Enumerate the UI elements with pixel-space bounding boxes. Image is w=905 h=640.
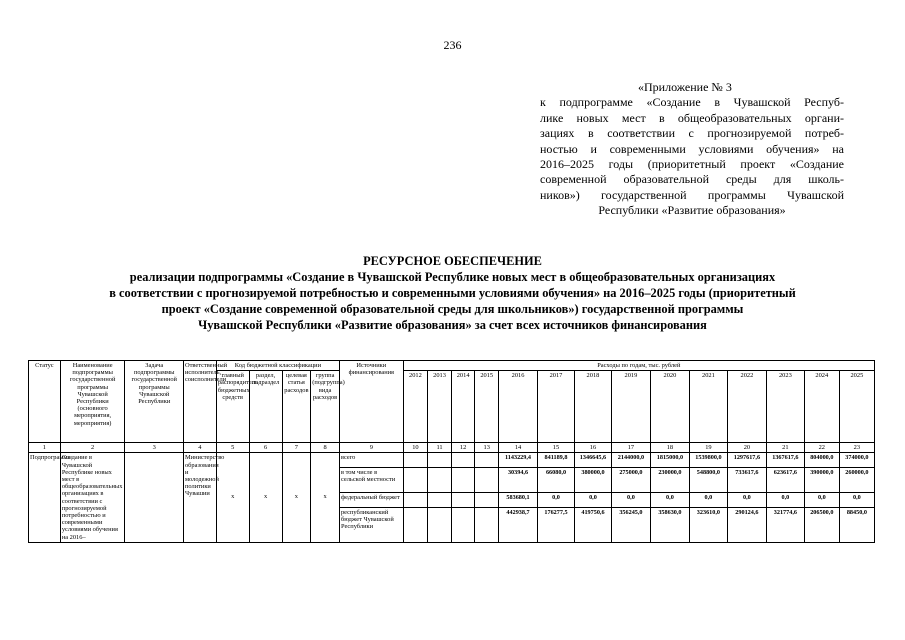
column-number: 3 [125,443,184,453]
value-cell [475,453,499,468]
header-expenses: Расходы по годам, тыс. рублей [403,361,874,371]
column-number: 11 [428,443,452,453]
appendix-line: ников») государственной программы Чувашской [540,187,844,202]
value-cell: 358630,0 [650,507,689,542]
column-number: 15 [538,443,575,453]
header-year: 2019 [611,371,650,443]
value-cell: 1539800,0 [689,453,727,468]
column-number-row [29,443,875,453]
table-row [29,453,875,468]
column-number: 5 [216,443,249,453]
value-cell: 30394,6 [499,468,538,493]
value-cell [403,453,428,468]
value-cell [403,468,428,493]
value-cell: 66080,0 [538,468,575,493]
value-cell: 0,0 [839,492,874,507]
column-number: 22 [804,443,839,453]
value-cell [475,492,499,507]
code-value: x [323,493,327,501]
source-cell: в том числе в сельской местности [339,468,403,493]
column-number: 8 [311,443,340,453]
value-cell: 88450,0 [839,507,874,542]
page-number: 236 [443,38,462,52]
code-value: x [231,493,235,501]
header-row [29,361,875,371]
value-cell [475,507,499,542]
value-cell: 1297617,6 [727,453,766,468]
header-year: 2015 [475,371,499,443]
value-cell: 0,0 [804,492,839,507]
value-cell [403,507,428,542]
value-cell: 374000,0 [839,453,874,468]
value-cell: 0,0 [538,492,575,507]
appendix-line: лике новых мест в общеобразовательных органи- [540,110,844,125]
code-cell [282,453,311,542]
value-cell [475,468,499,493]
header-target: целевая статья расходов [282,371,311,443]
value-cell: 1143229,4 [499,453,538,468]
column-number: 16 [574,443,611,453]
column-number: 4 [183,443,216,453]
value-cell [451,468,475,493]
header-source: Источники финансирования [339,361,403,443]
source-cell: федеральный бюджет [339,492,403,507]
heading-line: проект «Создание современной образовательной среды для школьников») государственной программы [161,302,744,316]
value-cell: 442938,7 [499,507,538,542]
value-cell: 1346645,6 [574,453,611,468]
header-section: раздел, подраздел [249,371,282,443]
value-cell [428,453,452,468]
appendix-line: современной образовательной среды для школь- [540,172,844,187]
header-name: Наименование подпрограммы государственной программы Чувашской Республики (основного мероприятия, мероприятия) [60,361,125,443]
appendix-note [540,80,844,219]
column-number: 1 [29,443,61,453]
column-number: 18 [650,443,689,453]
value-cell: 260000,0 [839,468,874,493]
header-task: Задача подпрограммы государственной программы Чувашской Республики [125,361,184,443]
value-cell: 804000,0 [804,453,839,468]
source-cell: республиканский бюджет Чувашской Республики [339,507,403,542]
column-number: 12 [451,443,475,453]
value-cell: 0,0 [611,492,650,507]
value-cell: 0,0 [766,492,804,507]
header-year: 2014 [451,371,475,443]
value-cell [451,492,475,507]
header-executor: Ответственный исполнитель, соисполнители [183,361,216,443]
column-number: 7 [282,443,311,453]
appendix-line: 2016–2025 годы (приоритетный проект «Создание [540,157,844,172]
column-number: 13 [475,443,499,453]
column-number: 21 [766,443,804,453]
value-cell [428,507,452,542]
header-year: 2016 [499,371,538,443]
value-cell: 733617,6 [727,468,766,493]
header-year: 2025 [839,371,874,443]
value-cell: 419750,6 [574,507,611,542]
heading-line: в соответствии с прогнозируемой потребностью и современными условиями обучения» на 2016–2025 годы (приоритетный [109,286,796,300]
code-value: x [294,493,298,501]
value-cell: 0,0 [650,492,689,507]
value-cell: 290124,6 [727,507,766,542]
status-cell: Подпрограмма [29,453,61,542]
column-number: 6 [249,443,282,453]
document-heading [30,253,875,333]
column-number: 14 [499,443,538,453]
header-year: 2017 [538,371,575,443]
value-cell [428,468,452,493]
value-cell: 841189,8 [538,453,575,468]
value-cell [428,492,452,507]
column-number: 10 [403,443,428,453]
executor-cell: Министерство образования и молодежной политики Чувашии [183,453,216,542]
header-status: Статус [29,361,61,443]
header-year: 2020 [650,371,689,443]
code-cell [216,453,249,542]
header-year: 2024 [804,371,839,443]
value-cell: 321774,6 [766,507,804,542]
value-cell: 390000,0 [804,468,839,493]
heading-line: реализации подпрограммы «Создание в Чувашской Республике новых мест в общеобразовательных организациях [129,270,776,284]
header-group: группа (подгруппа) вида расходов [311,371,340,443]
heading-line: Чувашской Республики «Развитие образования» за счет всех источников финансирования [198,318,707,332]
heading-title: РЕСУРСНОЕ ОБЕСПЕЧЕНИЕ [363,254,542,268]
column-number: 2 [60,443,125,453]
value-cell: 1815000,0 [650,453,689,468]
header-year: 2021 [689,371,727,443]
appendix-line: ностью и современными условиями обучения» на [540,141,844,156]
name-cell: Создание в Чувашской Республике новых мест в общеобразовательных организациях в соответствии с прогнозируемой потребностью и современными условиями обучения на 2016– [60,453,125,542]
header-year: 2012 [403,371,428,443]
value-cell: 1367617,6 [766,453,804,468]
column-number: 19 [689,443,727,453]
code-cell [311,453,340,542]
header-year: 2023 [766,371,804,443]
header-year: 2022 [727,371,766,443]
value-cell [451,507,475,542]
code-value: x [263,493,268,501]
value-cell: 380000,0 [574,468,611,493]
value-cell: 0,0 [689,492,727,507]
appendix-line: зациях в соответствии с прогнозируемой потреб- [540,126,844,141]
appendix-title: «Приложение № 3 [638,80,732,94]
header-year: 2018 [574,371,611,443]
value-cell: 356245,0 [611,507,650,542]
header-grbs: главный распорядитель бюджетных средств [216,371,249,443]
value-cell: 0,0 [727,492,766,507]
value-cell: 548800,0 [689,468,727,493]
source-cell: всего [339,453,403,468]
column-number: 20 [727,443,766,453]
task-cell [125,453,184,542]
value-cell: 623617,6 [766,468,804,493]
column-number: 23 [839,443,874,453]
column-number: 17 [611,443,650,453]
value-cell: 206500,0 [804,507,839,542]
appendix-line: к подпрограмме «Создание в Чувашской Респуб- [540,95,844,110]
value-cell [403,492,428,507]
value-cell: 176277,5 [538,507,575,542]
value-cell: 275000,0 [611,468,650,493]
value-cell: 2144000,0 [611,453,650,468]
value-cell: 323610,0 [689,507,727,542]
value-cell [451,453,475,468]
value-cell: 583680,1 [499,492,538,507]
column-number: 9 [339,443,403,453]
value-cell: 230000,0 [650,468,689,493]
header-budget-code: Код бюджетной классификации [216,361,339,371]
appendix-line: Республики «Развитие образования» [598,203,786,218]
value-cell: 0,0 [574,492,611,507]
resource-table [28,360,875,543]
code-cell [249,453,282,542]
header-year: 2013 [428,371,452,443]
